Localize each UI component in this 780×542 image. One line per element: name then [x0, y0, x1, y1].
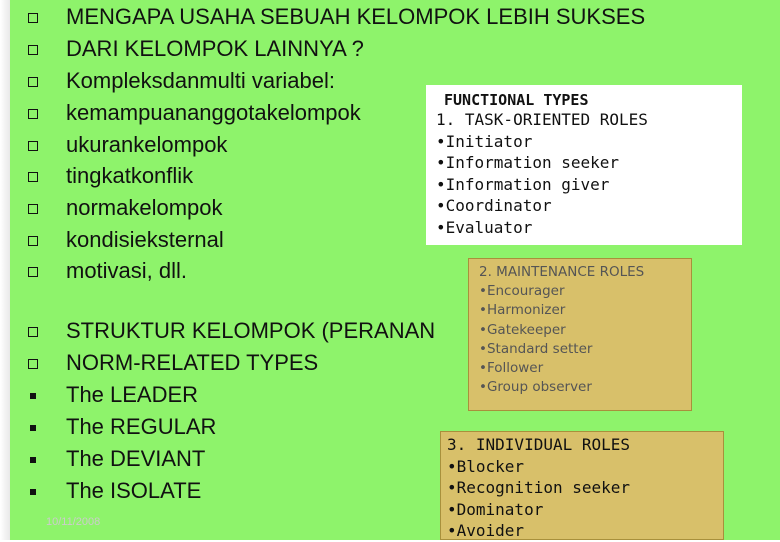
list-item-text: kondisieksternal: [66, 227, 224, 252]
checkbox-bullet-icon: [28, 267, 38, 277]
checkbox-bullet-icon: [28, 45, 38, 55]
list-item: [28, 161, 193, 191]
maintenance-line: •Harmonizer: [479, 302, 566, 319]
checkbox-bullet-icon: [28, 236, 38, 246]
checkbox-bullet-icon: [28, 77, 38, 87]
functional-types-title: FUNCTIONAL TYPES: [444, 91, 589, 109]
functional-types-box: [426, 85, 742, 245]
individual-roles-box: [440, 431, 724, 540]
checkbox-bullet-icon: [28, 359, 38, 369]
list-item-text: The REGULAR: [66, 414, 217, 439]
maintenance-line: 2. MAINTENANCE ROLES: [479, 264, 645, 280]
list-item: [28, 316, 435, 346]
list-item: [28, 2, 645, 32]
maintenance-line: •Standard setter: [479, 340, 593, 357]
square-bullet-icon: [30, 489, 36, 495]
list-item: [28, 98, 361, 128]
list-item-text: tingkatkonflik: [66, 163, 194, 188]
functional-line: •Initiator: [436, 131, 533, 151]
list-item: [28, 130, 227, 160]
list-item-text: STRUKTUR KELOMPOK (PERANAN: [66, 318, 436, 343]
list-item: [28, 225, 224, 255]
checkbox-bullet-icon: [28, 109, 38, 119]
checkbox-bullet-icon: [28, 13, 38, 23]
list-item-text: The LEADER: [66, 382, 199, 407]
list-item: [28, 444, 205, 474]
individual-line: 3. INDIVIDUAL ROLES: [447, 435, 631, 454]
maintenance-line: •Gatekeeper: [479, 321, 566, 338]
individual-line: •Dominator: [447, 499, 544, 519]
list-item-text: motivasi, dll.: [66, 258, 188, 283]
functional-line: 1. TASK-ORIENTED ROLES: [436, 110, 648, 129]
list-item-text: normakelompok: [66, 195, 223, 220]
list-item-text: The DEVIANT: [66, 446, 206, 471]
square-bullet-icon: [30, 425, 36, 431]
checkbox-bullet-icon: [28, 141, 38, 151]
individual-line: •Recognition seeker: [447, 478, 631, 498]
date-footer: 10/11/2008: [46, 516, 101, 528]
list-item: [28, 34, 364, 64]
checkbox-bullet-icon: [28, 204, 38, 214]
list-item-text: ukurankelompok: [66, 132, 228, 157]
square-bullet-icon: [30, 457, 36, 463]
maintenance-line: •Follower: [479, 360, 544, 377]
list-item: [28, 66, 335, 96]
maintenance-line: •Group observer: [479, 379, 592, 396]
list-item: [28, 380, 198, 410]
slide-edge: [0, 0, 10, 540]
checkbox-bullet-icon: [28, 172, 38, 182]
list-item: [28, 256, 187, 286]
maintenance-roles-box: [468, 258, 692, 411]
list-item-text: NORM-RELATED TYPES: [66, 350, 319, 375]
functional-line: •Information seeker: [436, 153, 620, 172]
square-bullet-icon: [30, 393, 36, 399]
list-item: [28, 476, 201, 506]
list-item-text: kemampuananggotakelompok: [66, 100, 361, 125]
functional-line: •Evaluator: [436, 217, 533, 237]
list-item-text: DARI KELOMPOK LAINNYA ?: [66, 36, 364, 61]
list-item-text: MENGAPA USAHA SEBUAH KELOMPOK LEBIH SUKSES: [66, 4, 646, 29]
individual-line: •Blocker: [447, 456, 525, 476]
individual-line: •Avoider: [447, 521, 525, 541]
checkbox-bullet-icon: [28, 327, 38, 337]
maintenance-line: •Encourager: [479, 283, 565, 300]
list-item: [28, 412, 216, 442]
list-item-text: Kompleksdanmulti variabel:: [66, 68, 336, 93]
list-item-text: The ISOLATE: [66, 478, 202, 503]
list-item: [28, 348, 318, 378]
functional-line: •Information giver: [436, 174, 610, 194]
list-item: [28, 193, 223, 223]
functional-line: •Coordinator: [436, 196, 552, 215]
